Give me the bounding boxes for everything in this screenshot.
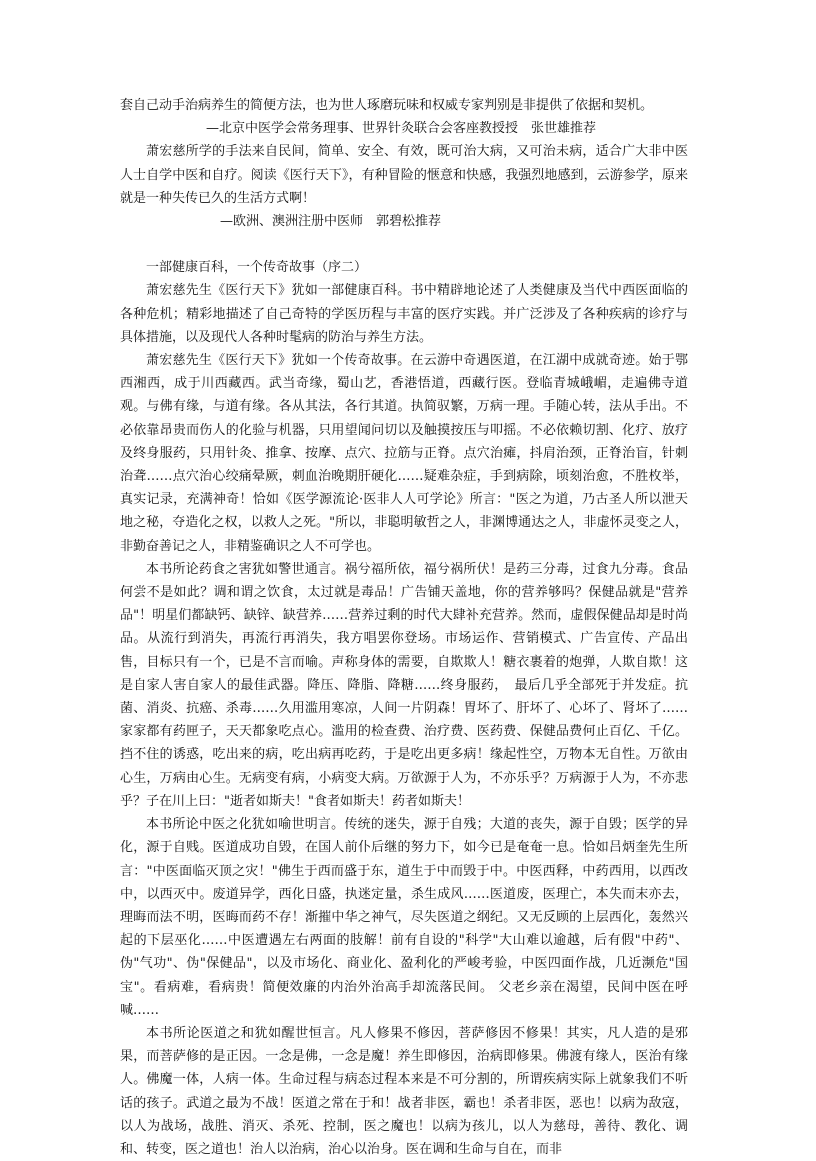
document-page [120, 94, 688, 1161]
endorsement-signature-guo: —欧洲、澳洲注册中医师 郭碧松推荐 [220, 214, 442, 230]
body-paragraph: 本书所论中医之化犹如喻世明言。传统的迷失，源于自残；大道的丧失，源于自毁；医学的异化，源于自贱。医道成功自毁，在国人前仆后继的努力下，如今已是奄奄一息。恰如吕炳奎先生所言："中医面临灭顶之灾！"佛生于西而盛于东，道生于中而毁于中。中医西释，中药西用，以西改中，以西灭中。废道异学，西化日盛，执迷定量，杀生成风……医道废，医理亡，本失而末亦去，理晦而法不明，医晦而药不存！渐摧中华之神气，尽失医道之纲纪。又无反顾的上层西化，轰然兴起的下层巫化……中医遭遇左右两面的肢解！前有自设的"科学"大山难以逾越，后有假"中药"、伪"气功"、伪"保健品"，以及市场化、商业化、盈利化的严峻考验，中医四面作战，几近濒危"国宝"。看病难，看病贵！简便效廉的内治外治高手却流落民间。 父老乡亲在渴望，民间中医在呼喊…… [120, 817, 688, 1018]
endorsement-signature-zhang: —北京中医学会常务理事、世界针灸联合会客座教授授 张世雄推荐 [206, 121, 597, 137]
body-paragraph: 本书所论医道之和犹如醒世恒言。凡人修果不修因，菩萨修因不修果！其实，凡人造的是邪果，而菩萨修的是正因。一念是佛，一念是魔！养生即修因，治病即修果。佛渡有缘人，医治有缘人。佛魔一体，人病一体。生命过程与病态过程本来是不可分割的，所谓疾病实际上就象我们不听话的孩子。武道之最为不战！医道之常在于和！战者非医，霸也！杀者非医，恶也！以病为敌寇，以人为战场，战胜、消灭、杀死、控制，医之魔也！以病为孩儿，以人为慈母，善待、教化、调和、转变，医之道也！治人以治病，治心以治身。医在调和生命与自在，而非 [120, 1025, 688, 1157]
endorsement-paragraph-guo: 萧宏慈所学的手法来自民间，简单、安全、有效，既可治大病，又可治未病，适合广大非中医人士自学中医和自疗。阅读《医行天下》，有种冒险的惬意和快感，我强烈地感到，云游参学，原来就是一种失传已久的生活方式啊！ [120, 144, 688, 206]
preface-title: 一部健康百科，一个传奇故事（序二） [146, 260, 368, 276]
section-spacer [120, 233, 688, 256]
body-paragraph: 萧宏慈先生《医行天下》犹如一个传奇故事。在云游中奇遇医道，在江湖中成就奇迹。始于鄂西湘西，成于川西藏西。武当奇缘，蜀山艺，香港悟道，西藏行医。登临青城峨嵋，走遍佛寺道观。与佛有缘，与道有缘。各从其法，各行其道。执简驭繁，万病一理。手随心转，法从手出。不必依靠昂贵而伤人的化验与机器，只用望闻问切以及触摸按压与叩摇。不必依赖切割、化疗、放疗及终身服药，只用针灸、推拿、按摩、点穴、拉筋与正脊。点穴治瘫，抖肩治颈，正脊治盲，针刺治聋……点穴治心绞痛晕厥，刺血治晚期肝硬化……疑难杂症，手到病除，顷刻治愈，不胜枚举，真实记录，充满神奇！恰如《医学源流论·医非人人可学论》所言："医之为道，乃古圣人所以泄天地之秘，夺造化之权，以救人之死。"所以，非聪明敏哲之人，非渊博通达之人，非虚怀灵变之人，非勤奋善记之人，非精鉴确识之人不可学也。 [120, 353, 688, 554]
intro-paragraph-end: 套自己动手治病养生的简便方法，也为世人琢磨玩味和权威专家判别是非提供了依据和契机。 [120, 98, 654, 113]
body-paragraph: 本书所论药食之害犹如警世通言。祸兮福所依，福兮祸所伏！是药三分毒，过食九分毒。食品何尝不是如此？调和谓之饮食，太过就是毒品！广告铺天盖地，你的营养够吗？保健品就是"营养品"！明星们都缺钙、缺锌、缺营养……营养过剩的时代大肆补充营养。然而，虚假保健品却是时尚品。从流行到消失，再流行再消失，我方唱罢你登场。市场运作、营销模式、广告宣传、产品出售，目标只有一个，已是不言而喻。声称身体的需要，自欺欺人！糖衣裹着的炮弹，人欺自欺！这是自家人害自家人的最佳武器。降压、降脂、降糖……终身服药， 最后几乎全部死于并发症。抗菌、消炎、抗癌、杀毒……久用滥用寒凉，人间一片阴森！胃坏了、肝坏了、心坏了、肾坏了……家家都有药匣子，天天都象吃点心。滥用的检查费、治疗费、医药费、保健品费何止百亿、千亿。挡不住的诱惑，吃出来的病，吃出病再吃药，于是吃出更多病！缘起性空，万物本无自性。万欲由心生，万病由心生。无病变有病，小病变大病。万欲源于人为，不亦乐乎？万病源于人为，不亦悲乎？子在川上曰："逝者如斯夫！"食者如斯夫！药者如斯夫！ [120, 561, 688, 809]
body-paragraph: 萧宏慈先生《医行天下》犹如一部健康百科。书中精辟地论述了人类健康及当代中西医面临的各种危机；精彩地描述了自己奇特的学医历程与丰富的医疗实践。并广泛涉及了各种疾病的诊疗与具体措施，以及现代人各种时髦病的防治与养生方法。 [120, 283, 688, 345]
